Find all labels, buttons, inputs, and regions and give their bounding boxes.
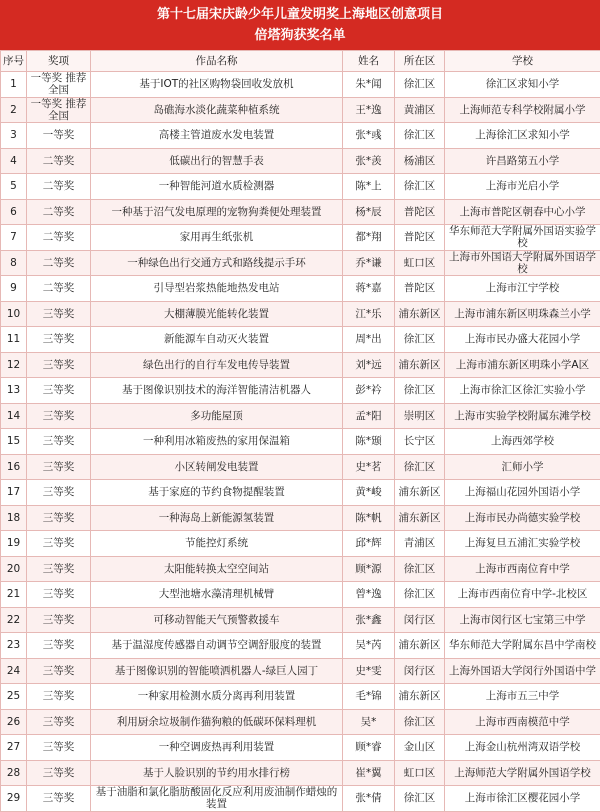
- cell-award: 二等奖: [27, 148, 91, 174]
- cell-award: 二等奖: [27, 250, 91, 276]
- table-row: [1, 735, 600, 761]
- cell-title: 基于图像识别的智能喷洒机器人-绿巨人园丁: [91, 658, 343, 684]
- cell-name: 史*雯: [343, 658, 395, 684]
- table-row: [1, 199, 600, 225]
- cell-no: 25: [1, 684, 27, 710]
- cell-award: 三等奖: [27, 429, 91, 455]
- cell-school: 上海市实验学校附属东滩学校: [445, 403, 600, 429]
- cell-district: 闵行区: [395, 607, 445, 633]
- cell-district: 虹口区: [395, 250, 445, 276]
- cell-school: 上海福山花园外国语小学: [445, 480, 600, 506]
- cell-district: 普陀区: [395, 199, 445, 225]
- cell-title: 一种空调废热再利用装置: [91, 735, 343, 761]
- cell-school: 上海市西南位育中学: [445, 556, 600, 582]
- table-row: [1, 301, 600, 327]
- cell-school: 上海市浦东新区明珠森兰小学: [445, 301, 600, 327]
- cell-school: 徐汇区求知小学: [445, 72, 600, 98]
- table-row: [1, 276, 600, 302]
- cell-title: 大棚薄膜光能转化装置: [91, 301, 343, 327]
- cell-school: 上海师范专科学校附属小学: [445, 97, 600, 123]
- cell-name: 周*出: [343, 327, 395, 353]
- col-header-award: 奖项: [27, 51, 91, 72]
- cell-no: 7: [1, 225, 27, 251]
- cell-school: 上海金山杭州湾双语学校: [445, 735, 600, 761]
- cell-no: 19: [1, 531, 27, 557]
- cell-no: 22: [1, 607, 27, 633]
- cell-title: 基于图像识别技术的海洋智能清洁机器人: [91, 378, 343, 404]
- cell-award: 三等奖: [27, 531, 91, 557]
- cell-school: 华东师范大学附属东昌中学南校: [445, 633, 600, 659]
- cell-school: 上海市徐汇区樱花园小学: [445, 786, 600, 812]
- cell-name: 陈*帆: [343, 505, 395, 531]
- table-row: [1, 454, 600, 480]
- cell-district: 长宁区: [395, 429, 445, 455]
- cell-award: 三等奖: [27, 607, 91, 633]
- cell-no: 15: [1, 429, 27, 455]
- cell-district: 浦东新区: [395, 352, 445, 378]
- cell-no: 6: [1, 199, 27, 225]
- cell-school: 上海市徐汇区徐汇实验小学: [445, 378, 600, 404]
- cell-award: 二等奖: [27, 199, 91, 225]
- table-row: [1, 658, 600, 684]
- cell-title: 一种智能河道水质检测器: [91, 174, 343, 200]
- cell-district: 浦东新区: [395, 684, 445, 710]
- cell-title: 引导型岩浆热能地热发电站: [91, 276, 343, 302]
- cell-name: 朱*闻: [343, 72, 395, 98]
- cell-title: 小区转闸发电装置: [91, 454, 343, 480]
- col-header-name: 姓名: [343, 51, 395, 72]
- col-header-title: 作品名称: [91, 51, 343, 72]
- cell-title: 绿色出行的自行车发电传导装置: [91, 352, 343, 378]
- cell-school: 上海市民办尚德实验学校: [445, 505, 600, 531]
- col-header-no: 序号: [1, 51, 27, 72]
- table-row: [1, 225, 600, 251]
- cell-award: 二等奖: [27, 174, 91, 200]
- cell-title: 一种基于沼气发电原理的宠物狗粪便处理装置: [91, 199, 343, 225]
- table-row: [1, 607, 600, 633]
- cell-no: 26: [1, 709, 27, 735]
- cell-title: 利用厨余垃圾制作猫狗粮的低碳环保料理机: [91, 709, 343, 735]
- table-row: [1, 531, 600, 557]
- cell-title: 家用再生纸张机: [91, 225, 343, 251]
- cell-school: 上海外国语大学闵行外国语中学: [445, 658, 600, 684]
- table-row: [1, 123, 600, 149]
- cell-name: 刘*远: [343, 352, 395, 378]
- cell-district: 金山区: [395, 735, 445, 761]
- cell-no: 17: [1, 480, 27, 506]
- cell-name: 曾*逸: [343, 582, 395, 608]
- cell-no: 1: [1, 72, 27, 98]
- cell-school: 上海市西南位育中学-北校区: [445, 582, 600, 608]
- cell-school: 上海市江宁学校: [445, 276, 600, 302]
- cell-title: 一种绿色出行交通方式和路线提示手环: [91, 250, 343, 276]
- cell-school: 许昌路第五小学: [445, 148, 600, 174]
- cell-name: 张*彧: [343, 123, 395, 149]
- cell-name: 吴*: [343, 709, 395, 735]
- table-row: [1, 709, 600, 735]
- table-row: [1, 760, 600, 786]
- cell-no: 13: [1, 378, 27, 404]
- cell-award: 三等奖: [27, 352, 91, 378]
- cell-school: 上海师范大学附属外国语学校: [445, 760, 600, 786]
- table-row: [1, 250, 600, 276]
- cell-district: 普陀区: [395, 225, 445, 251]
- cell-award: 三等奖: [27, 403, 91, 429]
- cell-school: 上海徐汇区求知小学: [445, 123, 600, 149]
- cell-award: 二等奖: [27, 276, 91, 302]
- cell-school: 上海西郊学校: [445, 429, 600, 455]
- table-row: [1, 403, 600, 429]
- cell-name: 邱*辉: [343, 531, 395, 557]
- cell-name: 彭*衿: [343, 378, 395, 404]
- table-body: [1, 72, 600, 812]
- table-row: [1, 352, 600, 378]
- cell-title: 大型池塘水藻清理机械臂: [91, 582, 343, 608]
- cell-name: 陈*上: [343, 174, 395, 200]
- table-row: [1, 556, 600, 582]
- cell-title: 可移动智能天气预警救援车: [91, 607, 343, 633]
- cell-name: 江*乐: [343, 301, 395, 327]
- cell-district: 浦东新区: [395, 480, 445, 506]
- cell-name: 陈*颋: [343, 429, 395, 455]
- cell-district: 普陀区: [395, 276, 445, 302]
- cell-district: 浦东新区: [395, 633, 445, 659]
- cell-district: 崇明区: [395, 403, 445, 429]
- cell-award: 三等奖: [27, 327, 91, 353]
- cell-title: 基于IOT的社区购物袋回收发放机: [91, 72, 343, 98]
- cell-award: 二等奖: [27, 225, 91, 251]
- cell-no: 24: [1, 658, 27, 684]
- cell-award: 三等奖: [27, 786, 91, 812]
- cell-award: 三等奖: [27, 505, 91, 531]
- cell-name: 张*倩: [343, 786, 395, 812]
- cell-school: 上海市五三中学: [445, 684, 600, 710]
- table-row: [1, 633, 600, 659]
- cell-award: 三等奖: [27, 709, 91, 735]
- cell-award: 三等奖: [27, 454, 91, 480]
- cell-name: 王*逸: [343, 97, 395, 123]
- cell-district: 浦东新区: [395, 505, 445, 531]
- cell-award: 三等奖: [27, 480, 91, 506]
- table-row: [1, 72, 600, 98]
- cell-district: 徐汇区: [395, 709, 445, 735]
- cell-title: 基于家庭的节约食物提醒装置: [91, 480, 343, 506]
- cell-district: 徐汇区: [395, 378, 445, 404]
- page-header: [0, 0, 600, 50]
- table-row: [1, 97, 600, 123]
- table-row: [1, 480, 600, 506]
- cell-name: 史*茗: [343, 454, 395, 480]
- col-header-school: 学校: [445, 51, 600, 72]
- cell-district: 闵行区: [395, 658, 445, 684]
- cell-name: 孟*阳: [343, 403, 395, 429]
- cell-no: 28: [1, 760, 27, 786]
- table-row: [1, 174, 600, 200]
- table-row: [1, 148, 600, 174]
- cell-award: 一等奖 推荐全国: [27, 97, 91, 123]
- cell-district: 青浦区: [395, 531, 445, 557]
- cell-award: 三等奖: [27, 378, 91, 404]
- cell-school: 上海市闵行区七宝第三中学: [445, 607, 600, 633]
- cell-no: 9: [1, 276, 27, 302]
- cell-district: 浦东新区: [395, 301, 445, 327]
- cell-no: 5: [1, 174, 27, 200]
- cell-name: 毛*锦: [343, 684, 395, 710]
- cell-title: 低碳出行的智慧手表: [91, 148, 343, 174]
- cell-district: 虹口区: [395, 760, 445, 786]
- cell-school: 上海市光启小学: [445, 174, 600, 200]
- cell-district: 黄浦区: [395, 97, 445, 123]
- cell-award: 三等奖: [27, 582, 91, 608]
- cell-title: 节能控灯系统: [91, 531, 343, 557]
- cell-no: 4: [1, 148, 27, 174]
- cell-district: 徐汇区: [395, 327, 445, 353]
- col-header-district: 所在区: [395, 51, 445, 72]
- cell-school: 汇师小学: [445, 454, 600, 480]
- table-row: [1, 378, 600, 404]
- cell-title: 太阳能转换太空空间站: [91, 556, 343, 582]
- cell-school: 上海市民办盛大花园小学: [445, 327, 600, 353]
- cell-no: 20: [1, 556, 27, 582]
- cell-no: 11: [1, 327, 27, 353]
- table-header-row: [1, 51, 600, 72]
- cell-name: 吴*芮: [343, 633, 395, 659]
- cell-school: 华东师范大学附属外国语实验学校: [445, 225, 600, 251]
- cell-award: 三等奖: [27, 658, 91, 684]
- cell-award: 三等奖: [27, 760, 91, 786]
- cell-district: 徐汇区: [395, 72, 445, 98]
- table-row: [1, 505, 600, 531]
- cell-school: 上海市外国语大学附属外国语学校: [445, 250, 600, 276]
- cell-name: 都*翔: [343, 225, 395, 251]
- cell-name: 杨*辰: [343, 199, 395, 225]
- cell-no: 23: [1, 633, 27, 659]
- cell-district: 徐汇区: [395, 582, 445, 608]
- cell-name: 张*羡: [343, 148, 395, 174]
- cell-title: 基于人脸识别的节约用水排行榜: [91, 760, 343, 786]
- cell-no: 27: [1, 735, 27, 761]
- cell-title: 多功能屋顶: [91, 403, 343, 429]
- cell-no: 8: [1, 250, 27, 276]
- table-row: [1, 429, 600, 455]
- cell-title: 一种家用检测水质分离再利用装置: [91, 684, 343, 710]
- cell-no: 14: [1, 403, 27, 429]
- cell-district: 徐汇区: [395, 786, 445, 812]
- cell-title: 一种海岛上新能源氢装置: [91, 505, 343, 531]
- cell-district: 徐汇区: [395, 556, 445, 582]
- cell-award: 一等奖 推荐全国: [27, 72, 91, 98]
- cell-name: 顾*睿: [343, 735, 395, 761]
- page-title: 第十七届宋庆龄少年儿童发明奖上海地区创意项目: [0, 4, 600, 25]
- cell-title: 基于油脂和氯化脂肪酸固化反应利用废油制作蜡烛的装置: [91, 786, 343, 812]
- cell-district: 徐汇区: [395, 454, 445, 480]
- cell-school: 上海市普陀区朝春中心小学: [445, 199, 600, 225]
- table-row: [1, 786, 600, 812]
- cell-title: 一种利用冰箱废热的家用保温箱: [91, 429, 343, 455]
- cell-district: 杨浦区: [395, 148, 445, 174]
- cell-title: 基于温湿度传感器自动调节空调舒服度的装置: [91, 633, 343, 659]
- cell-name: 黄*峻: [343, 480, 395, 506]
- cell-district: 徐汇区: [395, 123, 445, 149]
- cell-no: 29: [1, 786, 27, 812]
- cell-no: 21: [1, 582, 27, 608]
- cell-school: 上海复旦五浦汇实验学校: [445, 531, 600, 557]
- cell-school: 上海市西南模范中学: [445, 709, 600, 735]
- cell-award: 三等奖: [27, 684, 91, 710]
- cell-school: 上海市浦东新区明珠小学A区: [445, 352, 600, 378]
- table-row: [1, 582, 600, 608]
- cell-no: 3: [1, 123, 27, 149]
- cell-award: 三等奖: [27, 735, 91, 761]
- cell-award: 一等奖: [27, 123, 91, 149]
- cell-no: 16: [1, 454, 27, 480]
- cell-no: 12: [1, 352, 27, 378]
- cell-name: 乔*谦: [343, 250, 395, 276]
- cell-award: 三等奖: [27, 556, 91, 582]
- cell-no: 18: [1, 505, 27, 531]
- cell-name: 张*鑫: [343, 607, 395, 633]
- table-row: [1, 327, 600, 353]
- winners-table: [0, 50, 600, 812]
- cell-name: 蒋*嘉: [343, 276, 395, 302]
- page-subtitle: 倍塔狗获奖名单: [0, 25, 600, 46]
- cell-award: 三等奖: [27, 633, 91, 659]
- cell-name: 顾*源: [343, 556, 395, 582]
- table-row: [1, 684, 600, 710]
- cell-title: 高楼主管道废水发电装置: [91, 123, 343, 149]
- cell-no: 2: [1, 97, 27, 123]
- cell-name: 崔*翼: [343, 760, 395, 786]
- cell-title: 新能源车自动灭火装置: [91, 327, 343, 353]
- cell-district: 徐汇区: [395, 174, 445, 200]
- cell-award: 三等奖: [27, 301, 91, 327]
- cell-title: 岛礁海水淡化蔬菜种植系统: [91, 97, 343, 123]
- cell-no: 10: [1, 301, 27, 327]
